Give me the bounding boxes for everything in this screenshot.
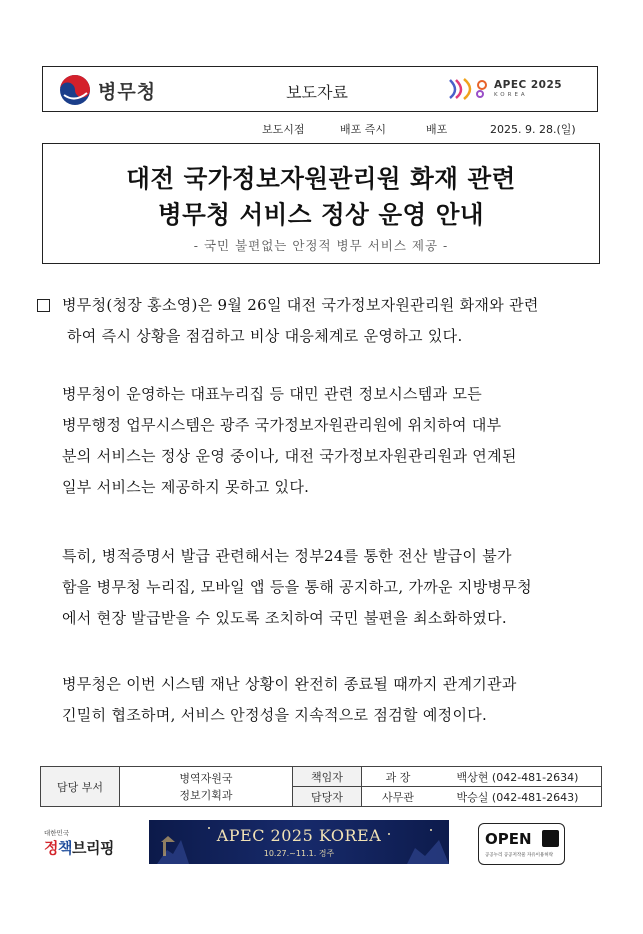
apec-banner <box>149 820 449 864</box>
release-date-label: 배포 <box>426 123 448 136</box>
position-cell: 과 장 <box>362 767 435 787</box>
agency-name: 병무청 <box>98 80 157 103</box>
dept-label-cell: 담당 부서 <box>41 767 120 807</box>
paragraph-3 <box>62 541 602 634</box>
apec-banner-date: 10.27.~11.1. 경주 <box>263 849 335 858</box>
p2-line-1: 병무청이 운영하는 대표누리집 등 대민 관련 정보시스템과 모든 <box>62 385 483 403</box>
p2-line-2: 병무행정 업무시스템은 광주 국가정보자원관리원에 위치하여 대부 <box>62 416 502 434</box>
open-label: OPEN <box>485 830 532 848</box>
kogl-type-icon <box>542 830 559 847</box>
policy-briefing-small: 대한민국 <box>44 829 70 837</box>
person-cell: 박승실 (042-481-2643) <box>434 787 602 807</box>
policy-briefing-char-1: 정 <box>44 839 58 857</box>
dept-line-1: 병역자원국 <box>179 771 233 785</box>
open-fine-print: 공공누리 공공저작물 자유이용허락 <box>485 853 554 858</box>
p3-line-2: 함을 병무청 누리집, 모바일 앱 등을 통해 공지하고, 가까운 지방병무청 <box>62 578 532 596</box>
paragraph-2 <box>62 379 602 503</box>
person-cell: 백상현 (042-481-2634) <box>434 767 602 787</box>
agency-logo <box>58 73 156 107</box>
apec-logo <box>448 76 562 102</box>
dept-name-cell <box>120 767 293 807</box>
release-time-label: 보도시점 <box>262 123 305 136</box>
apec-swirl-icon <box>448 76 490 102</box>
taegeuk-emblem-icon <box>58 73 92 107</box>
p3-line-1: 특히, 병적증명서 발급 관련해서는 정부24를 통한 전산 발급이 불가 <box>62 547 512 565</box>
policy-briefing-logo <box>44 828 114 858</box>
policy-briefing-char-3: 브리핑 <box>72 839 114 857</box>
title-line-2: 병무청 서비스 정상 운영 안내 <box>157 200 485 229</box>
release-date-value: 2025. 9. 28.(일) <box>490 123 576 136</box>
checkbox-bullet-icon <box>37 299 50 312</box>
apec-logo-sub: KOREA <box>494 92 528 98</box>
contact-row <box>41 767 602 787</box>
doc-type-title: 보도자료 <box>286 83 348 102</box>
apec-banner-title: APEC 2025 KOREA <box>216 826 382 845</box>
release-time-value: 배포 즉시 <box>340 123 387 136</box>
kogl-open-badge <box>478 823 565 865</box>
paragraph-1 <box>62 290 602 352</box>
release-meta <box>262 121 576 137</box>
contact-table <box>40 766 602 807</box>
p1-line-2: 하여 즉시 상황을 점검하고 비상 대응체계로 운영하고 있다. <box>67 327 463 345</box>
policy-briefing-char-2: 책 <box>58 839 72 857</box>
p2-line-3: 분의 서비스는 정상 운영 중이나, 대전 국가정보자원관리원과 연계된 <box>62 447 517 465</box>
p3-line-3: 에서 현장 발급받을 수 있도록 조치하여 국민 불편을 최소화하였다. <box>62 609 507 627</box>
title-line-1: 대전 국가정보자원관리원 화재 관련 <box>126 164 516 193</box>
subtitle: - 국민 불편없는 안정적 병무 서비스 제공 - <box>193 238 449 253</box>
p1-line-1: 병무청(청장 홍소영)은 9월 26일 대전 국가정보자원관리원 화재와 관련 <box>62 296 539 314</box>
paragraph-4 <box>62 669 602 731</box>
position-cell: 사무관 <box>362 787 435 807</box>
p2-line-4: 일부 서비스는 제공하지 못하고 있다. <box>62 478 310 496</box>
role-cell: 담당자 <box>293 787 362 807</box>
apec-logo-text: APEC 2025 <box>494 79 563 91</box>
role-cell: 책임자 <box>293 767 362 787</box>
p4-line-1: 병무청은 이번 시스템 재난 상황이 완전히 종료될 때까지 관계기관과 <box>62 675 517 693</box>
dept-line-2: 정보기획과 <box>179 788 233 802</box>
p4-line-2: 긴밀히 협조하며, 서비스 안정성을 지속적으로 점검할 예정이다. <box>62 706 488 724</box>
